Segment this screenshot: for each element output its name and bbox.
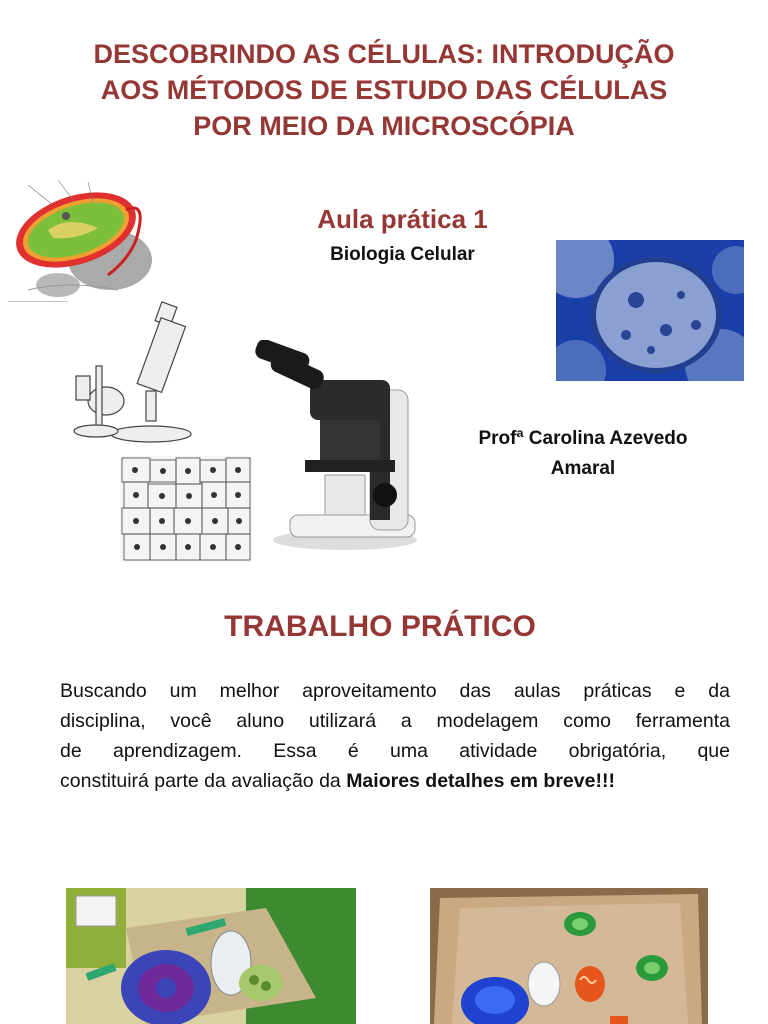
paragraph-line-4 bbox=[60, 766, 730, 796]
paragraph-line-1: Buscando um melhor aproveitamento das aulas práticas e da bbox=[60, 680, 730, 702]
modern-microscope-image bbox=[250, 340, 420, 552]
section-heading: TRABALHO PRÁTICO bbox=[224, 610, 536, 643]
lesson-subtitle: Aula prática 1 bbox=[317, 204, 488, 234]
page-title bbox=[0, 36, 768, 144]
bacteria-cell-image bbox=[8, 180, 158, 302]
title-line-2: AOS MÉTODOS DE ESTUDO DAS CÉLULAS bbox=[100, 75, 668, 105]
body-paragraph bbox=[60, 676, 730, 796]
paragraph-line-4-plain: constituirá parte da avaliação da bbox=[60, 770, 347, 792]
professor-line-2: Amaral bbox=[550, 458, 616, 479]
title-line-3: POR MEIO DA MICROSCÓPIA bbox=[193, 111, 575, 141]
paragraph-line-3: de aprendizagem. Essa é uma atividade obrigatória, que bbox=[60, 740, 730, 762]
paragraph-line-2: disciplina, você aluno utilizará a modelagem como ferramenta bbox=[60, 710, 730, 732]
title-line-1: DESCOBRINDO AS CÉLULAS: INTRODUÇÃO bbox=[93, 39, 675, 69]
cell-model-photo-right bbox=[430, 888, 708, 1024]
course-name: Biologia Celular bbox=[330, 244, 475, 265]
professor-line-1: Profª Carolina Azevedo bbox=[478, 428, 688, 449]
cell-micrograph-image bbox=[556, 240, 744, 381]
paragraph-line-4-bold: Maiores detalhes em breve!!! bbox=[346, 770, 615, 792]
historic-microscope-image bbox=[66, 296, 206, 446]
plant-cells-drawing bbox=[120, 456, 252, 562]
cell-model-photo-left bbox=[66, 888, 356, 1024]
professor-name bbox=[430, 424, 736, 484]
